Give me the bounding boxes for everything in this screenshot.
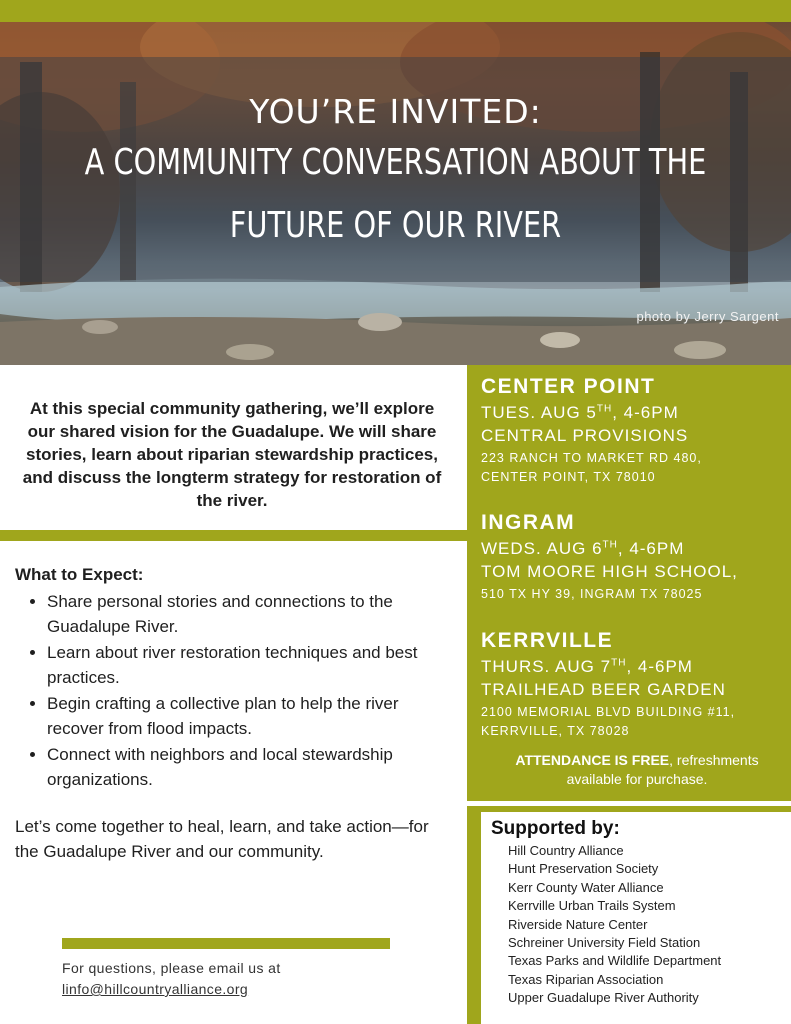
supporter-item: Riverside Nature Center xyxy=(508,916,648,932)
contact-email-link[interactable]: linfo@hillcountryalliance.org xyxy=(62,981,249,997)
supporters-panel xyxy=(467,812,791,1024)
closing-paragraph: Let’s come together to heal, learn, and take action—for the Guadalupe River and our community. xyxy=(15,817,429,861)
location-address: 510 TX HY 39, INGRAM TX 78025 xyxy=(481,587,703,601)
contact-block xyxy=(62,958,281,1000)
list-item: • Connect with neighbors and local stewardship organizations. xyxy=(47,742,450,792)
supporter-item: Hunt Preservation Society xyxy=(508,861,659,877)
invite-heading: YOU’RE INVITED: xyxy=(249,92,542,131)
list-item: • Learn about river restoration techniques and best practices. xyxy=(47,640,450,690)
location-address: 2100 MEMORIAL BLVD BUILDING #11, KERRVILLE, TX 78028 xyxy=(481,705,736,738)
intro-paragraph: At this special community gathering, we’ll explore our shared vision for the Guadalupe. We will share stories, learn about riparian stewardship practices, and discuss the longterm strategy for restoration of the river. xyxy=(22,399,442,510)
attendance-note: ATTENDANCE IS FREE, refreshments available for purchase. xyxy=(515,752,759,787)
location-city: CENTER POINT xyxy=(481,375,656,398)
location-kerrville xyxy=(481,629,735,741)
location-center-point xyxy=(481,375,702,487)
locations-panel xyxy=(467,365,791,801)
event-title-line-1: A COMMUNITY CONVERSATION ABOUT THE xyxy=(84,142,707,183)
what-to-expect xyxy=(15,562,450,793)
contact-divider xyxy=(62,938,390,949)
top-accent-bar xyxy=(0,0,791,22)
expect-list xyxy=(15,589,450,792)
supporter-item: Texas Riparian Association xyxy=(508,971,664,987)
location-city: KERRVILLE xyxy=(481,629,614,652)
location-address: 223 RANCH TO MARKET RD 480, CENTER POINT, TX 78010 xyxy=(481,451,702,484)
expect-heading: What to Expect: xyxy=(15,565,144,584)
supporter-item: Schreiner University Field Station xyxy=(508,935,701,951)
list-item: • Share personal stories and connections to the Guadalupe River. xyxy=(47,589,450,639)
location-venue: TOM MOORE HIGH SCHOOL, xyxy=(481,562,738,581)
event-title-line-2: FUTURE OF OUR RIVER xyxy=(229,205,562,246)
location-venue: CENTRAL PROVISIONS xyxy=(481,426,689,445)
supporter-item: Kerrville Urban Trails System xyxy=(508,898,676,914)
supporter-item: Texas Parks and Wildlife Department xyxy=(508,953,722,969)
supporters-heading: Supported by: xyxy=(491,818,620,839)
list-item: • Begin crafting a collective plan to help the river recover from flood impacts. xyxy=(47,691,450,741)
supporters-list xyxy=(508,842,721,1008)
location-ingram xyxy=(481,511,738,604)
location-venue: TRAILHEAD BEER GARDEN xyxy=(481,680,726,699)
location-city: INGRAM xyxy=(481,511,576,534)
supporter-item: Upper Guadalupe River Authority xyxy=(508,990,699,1006)
photo-credit: photo by Jerry Sargent xyxy=(636,309,779,324)
section-divider xyxy=(0,530,467,541)
location-date: THURS. AUG 7TH, 4-6PM xyxy=(481,657,693,676)
location-date: WEDS. AUG 6TH, 4-6PM xyxy=(481,539,685,558)
hero-banner xyxy=(0,22,791,365)
contact-prompt: For questions, please email us at xyxy=(62,960,281,976)
supporter-item: Kerr County Water Alliance xyxy=(508,879,664,895)
location-date: TUES. AUG 5TH, 4-6PM xyxy=(481,403,679,422)
supporter-item: Hill Country Alliance xyxy=(508,843,624,858)
